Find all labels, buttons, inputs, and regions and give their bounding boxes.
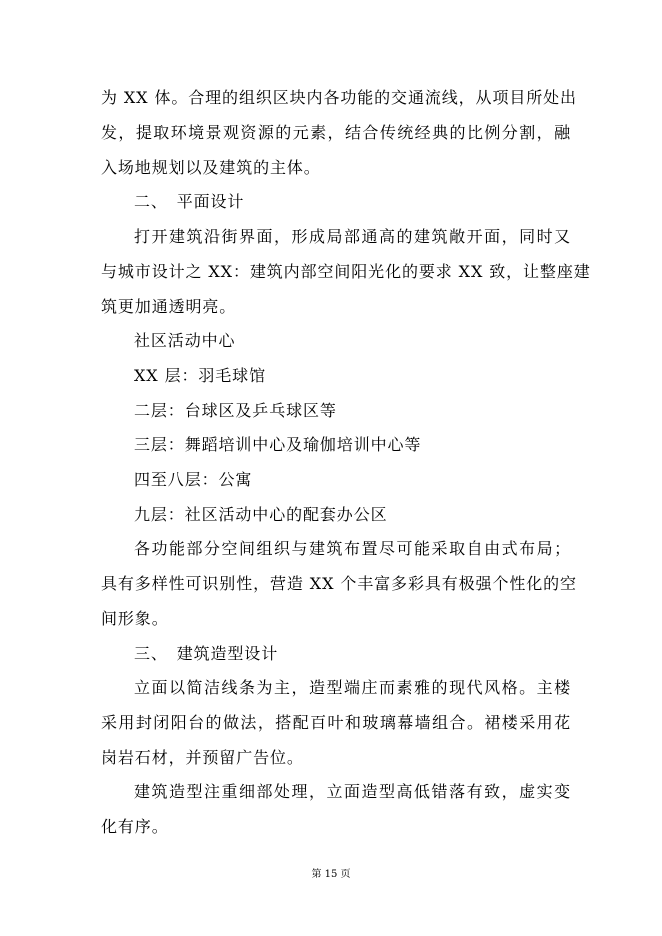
paragraph-1-line-2: 发，提取环境景观资源的元素，结合传统经典的比例分割，融 [101, 123, 571, 142]
paragraph-3-line-1: 各功能部分空间组织与建筑布置尽可能采取自由式布局； [134, 539, 571, 558]
section-heading-plan-design: 二、 平面设计 [134, 192, 245, 211]
paragraph-4-line-1: 立面以简洁线条为主，造型端庄而素雅的现代风格。主楼 [134, 678, 571, 697]
paragraph-1-line-3: 入场地规划以及建筑的主体。 [101, 158, 321, 177]
list-item: 社区活动中心 [134, 331, 236, 350]
paragraph-1-line-1: 为 XX 体。合理的组织区块内各功能的交通流线，从项目所处出 [101, 88, 577, 107]
list-item: XX 层：羽毛球馆 [134, 366, 266, 385]
list-item: 四至八层：公寓 [134, 470, 253, 489]
paragraph-5-line-1: 建筑造型注重细部处理，立面造型高低错落有致，虚实变 [134, 782, 571, 801]
paragraph-4-line-3: 岗岩石材，并预留广告位。 [101, 748, 304, 767]
list-item: 三层：舞蹈培训中心及瑜伽培训中心等 [134, 435, 422, 454]
list-item: 二层：台球区及乒乓球区等 [134, 401, 337, 420]
paragraph-2-line-3: 筑更加通透明亮。 [101, 297, 237, 316]
section-heading-form-design: 三、 建筑造型设计 [134, 644, 279, 663]
paragraph-3-line-2: 具有多样性可识别性，营造 XX 个丰富多彩具有极强个性化的空 [101, 574, 577, 593]
paragraph-3-line-3: 间形象。 [101, 609, 169, 628]
paragraph-4-line-2: 采用封闭阳台的做法，搭配百叶和玻璃幕墙组合。裙楼采用花 [101, 713, 571, 732]
paragraph-2-line-2: 与城市设计之 XX：建筑内部空间阳光化的要求 XX 致，让整座建 [101, 262, 591, 281]
list-item: 九层：社区活动中心的配套办公区 [134, 505, 388, 524]
paragraph-2-line-1: 打开建筑沿街界面，形成局部通高的建筑敞开面，同时又 [134, 227, 571, 246]
page-number: 第 15 页 [311, 869, 351, 880]
paragraph-5-line-2: 化有序。 [101, 817, 169, 836]
